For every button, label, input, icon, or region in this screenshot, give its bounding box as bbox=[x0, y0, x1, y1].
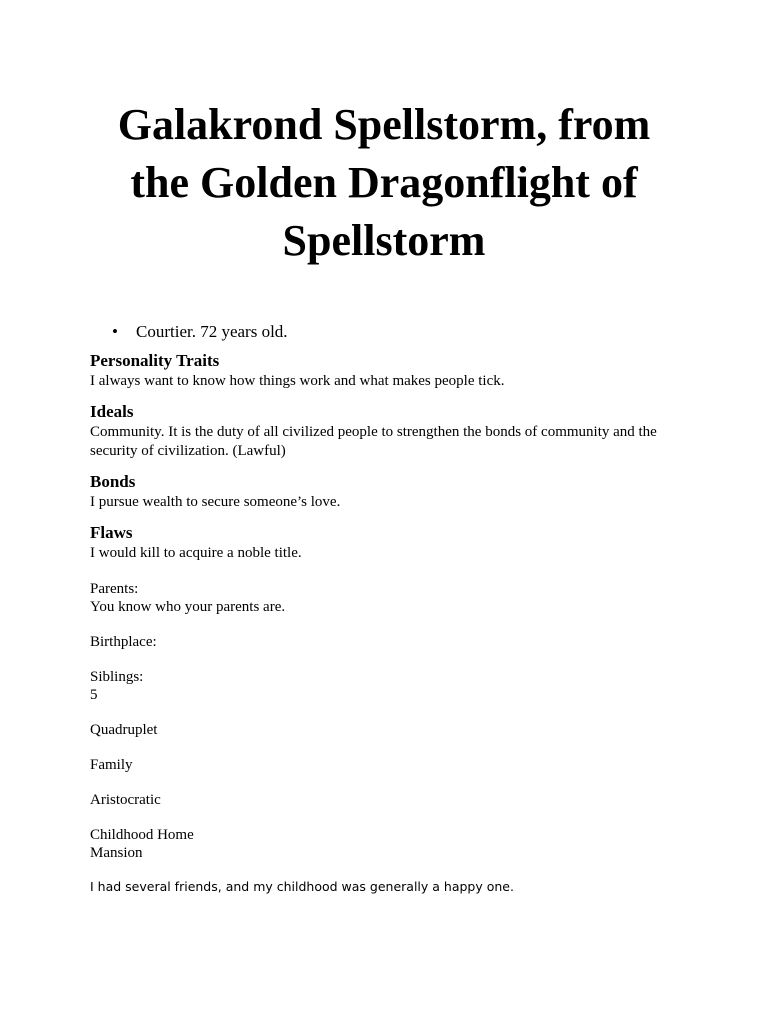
siblings-value: 5 bbox=[90, 687, 98, 703]
childhood-home-label: Childhood Home bbox=[90, 827, 194, 843]
spacer bbox=[90, 704, 678, 721]
spacer bbox=[90, 563, 678, 580]
summary-list bbox=[90, 320, 678, 344]
family-label: Family bbox=[90, 757, 133, 773]
parents-label: Parents: bbox=[90, 581, 139, 597]
family-value: Aristocratic bbox=[90, 792, 161, 808]
section-text: I would kill to acquire a noble title. bbox=[90, 545, 302, 561]
childhood-note: I had several friends, and my childhood was generally a happy one. bbox=[90, 879, 514, 894]
spacer bbox=[90, 739, 678, 756]
spacer bbox=[90, 616, 678, 633]
birthplace-label: Birthplace: bbox=[90, 634, 157, 650]
section-heading: Ideals bbox=[90, 402, 134, 421]
birth-order: Quadruplet bbox=[90, 722, 158, 738]
section-heading: Personality Traits bbox=[90, 351, 220, 370]
section-ideals bbox=[90, 401, 678, 461]
childhood-home-value: Mansion bbox=[90, 845, 143, 861]
list-item bbox=[90, 320, 678, 344]
section-heading: Flaws bbox=[90, 523, 133, 542]
parents-value: You know who your parents are. bbox=[90, 599, 286, 615]
spacer bbox=[90, 809, 678, 826]
section-flaws bbox=[90, 522, 678, 563]
bullet-icon: • bbox=[112, 322, 118, 341]
bullet-text: Courtier. 72 years old. bbox=[136, 322, 288, 341]
section-text: I pursue wealth to secure someone’s love. bbox=[90, 494, 341, 510]
spacer bbox=[90, 774, 678, 791]
document-page bbox=[90, 96, 678, 896]
section-text: Community. It is the duty of all civilized people to strengthen the bonds of community and the security of civilization. (Lawful) bbox=[90, 424, 657, 459]
section-heading: Bonds bbox=[90, 472, 136, 491]
section-bonds bbox=[90, 471, 678, 512]
section-text: I always want to know how things work and what makes people tick. bbox=[90, 373, 505, 389]
section-personality-traits bbox=[90, 350, 678, 391]
spacer bbox=[90, 651, 678, 668]
siblings-label: Siblings: bbox=[90, 669, 144, 685]
page-title: Galakrond Spellstorm, from the Golden Dragonflight of Spellstorm bbox=[117, 100, 651, 265]
